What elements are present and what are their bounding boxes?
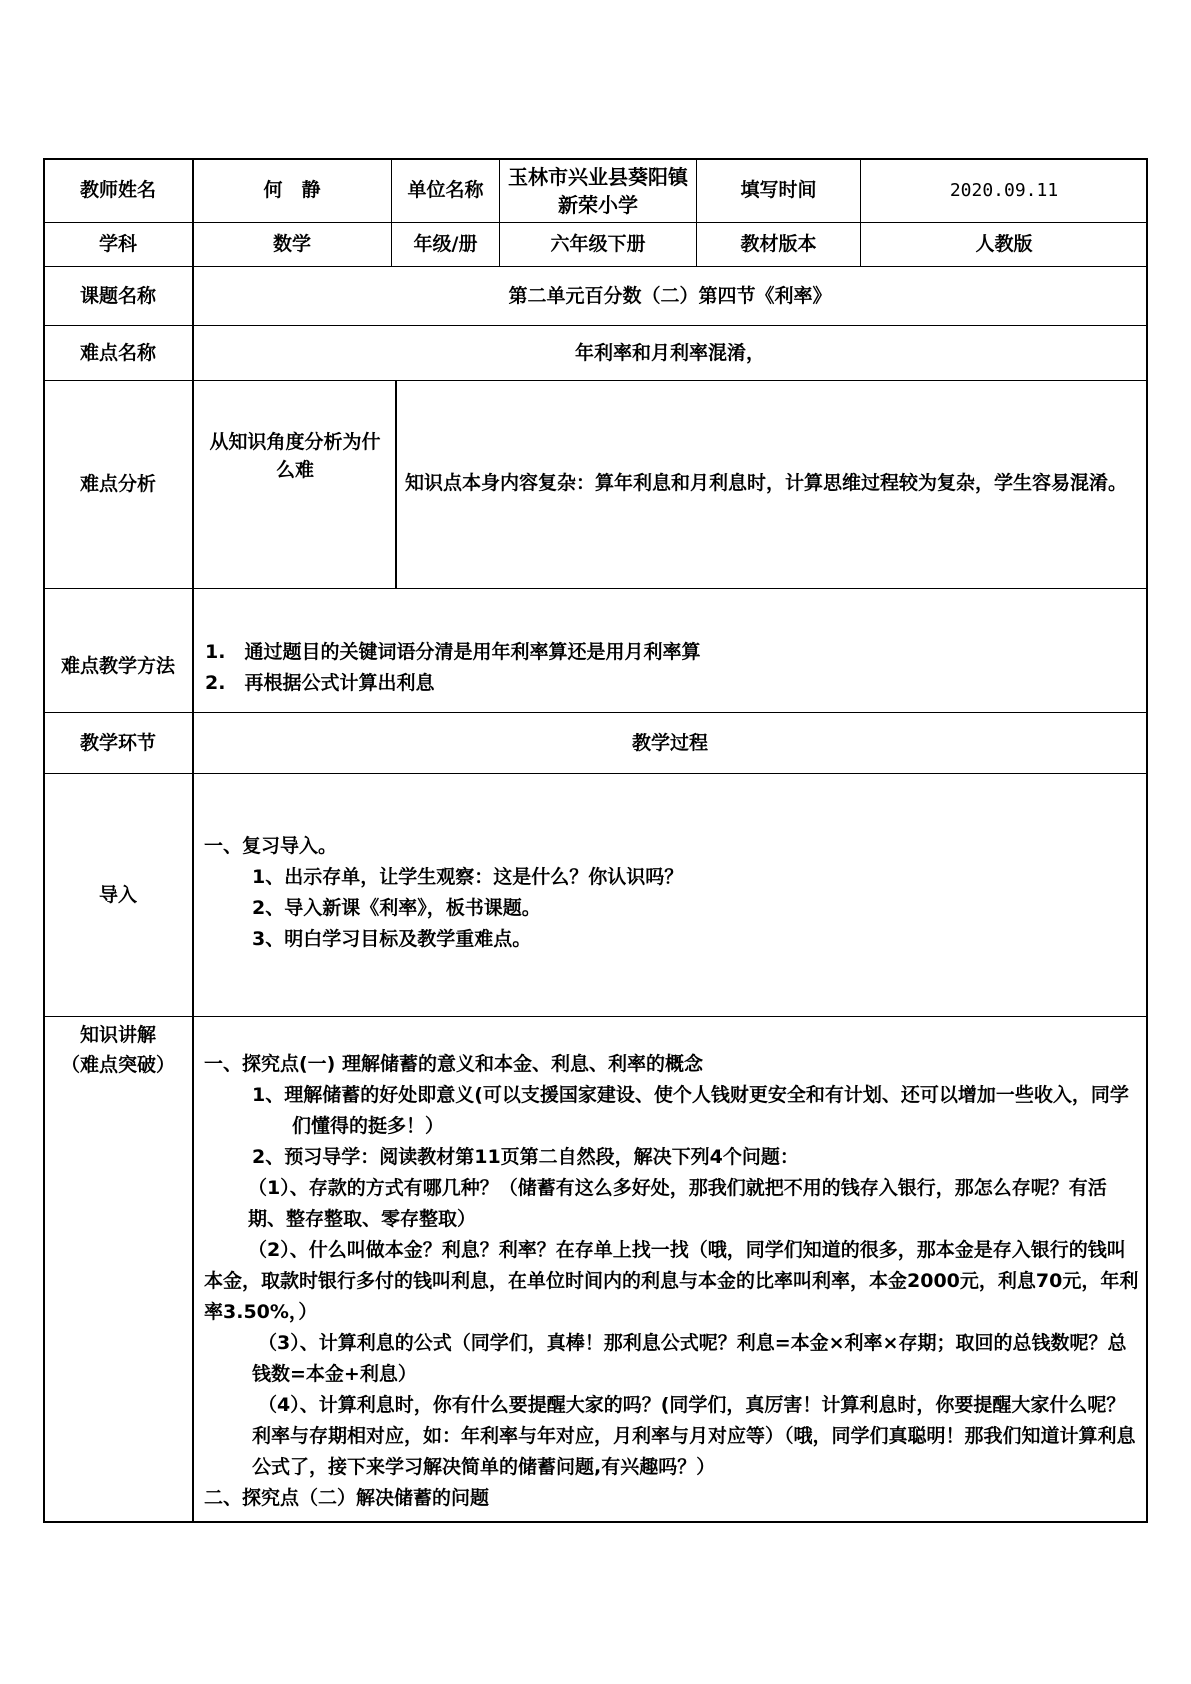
intro-item: 1、出示存单，让学生观察：这是什么？你认识吗？ — [252, 866, 684, 888]
teacher-name-label: 教师姓名 — [79, 179, 156, 202]
knowledge-label-line1: 知识讲解 — [79, 1024, 156, 1046]
teaching-stage-label: 教学环节 — [79, 731, 156, 754]
method-label: 难点教学方法 — [60, 655, 175, 678]
fill-date-value: 2020.09.11 — [949, 179, 1059, 201]
method-item: 1. 通过题目的关键词语分清是用年利率算还是用月利率算 — [205, 641, 701, 663]
question-3: （3）、计算利息的公式（同学们，真棒！那利息公式呢？利息=本金×利率×存期；取回的总钱数呢？总钱数=本金+利息） — [252, 1332, 1127, 1385]
analysis-sub-label: 从知识角度分析为什么难 — [209, 431, 381, 481]
difficulty-label: 难点名称 — [79, 341, 156, 364]
row-divider — [43, 773, 1148, 774]
edition-value: 人教版 — [975, 233, 1033, 256]
knowledge-item: 1、理解储蓄的好处即意义(可以支援国家建设、使个人钱财更安全和有计划、还可以增加一些收入，同学们懂得的挺多！） — [252, 1084, 1129, 1137]
unit-name-label: 单位名称 — [407, 179, 484, 202]
subject-label: 学科 — [98, 233, 137, 256]
grade-value: 六年级下册 — [550, 233, 646, 256]
knowledge-content — [204, 1049, 1144, 1514]
intro-item: 3、明白学习目标及教学重难点。 — [252, 928, 532, 950]
teacher-name-value: 何 静 — [263, 179, 321, 202]
question-1: （1）、存款的方式有哪几种？（储蓄有这么多好处，那我们就把不用的钱存入银行，那怎么存呢？有活期、整存整取、零存整取） — [248, 1177, 1107, 1230]
method-list — [205, 637, 1135, 699]
method-item: 2. 再根据公式计算出利息 — [205, 672, 435, 694]
intro-title: 一、复习导入。 — [204, 835, 338, 857]
difficulty-value: 年利率和月利率混淆， — [574, 341, 765, 364]
edition-label: 教材版本 — [740, 233, 817, 256]
knowledge-label — [44, 1020, 192, 1080]
teaching-process-label: 教学过程 — [631, 731, 708, 754]
intro-label: 导入 — [98, 883, 137, 906]
question-2: （2）、什么叫做本金？利息？利率？在存单上找一找（哦，同学们知道的很多，那本金是存入银行的钱叫本金，取款时银行多付的钱叫利息，在单位时间内的利息与本金的比率叫利率，本金2000元，利息70元，年利率3.50%，） — [204, 1239, 1139, 1323]
intro-item: 2、导入新课《利率》，板书课题。 — [252, 897, 541, 919]
question-4: （4）、计算利息时，你有什么要提醒大家的吗？(同学们，真厉害！计算利息时，你要提醒大家什么呢？利率与存期相对应，如：年利率与年对应，月利率与月对应等）（哦，同学们真聪明！那我们知道计算利息公式了，接下来学习解决简单的储蓄问题,有兴趣吗？） — [252, 1394, 1136, 1478]
row-divider — [43, 1016, 1148, 1017]
analysis-content: 知识点本身内容复杂：算年利息和月利息时，计算思维过程较为复杂，学生容易混淆。 — [405, 472, 1128, 494]
section1-title: 一、探究点(一) 理解储蓄的意义和本金、利息、利率的概念 — [204, 1053, 703, 1075]
knowledge-item: 2、预习导学：阅读教材第11页第二自然段，解决下列4个问题： — [252, 1146, 799, 1168]
topic-value: 第二单元百分数（二）第四节《利率》 — [508, 284, 832, 307]
section2-title: 二、探究点（二）解决储蓄的问题 — [204, 1487, 490, 1509]
intro-content — [204, 831, 1139, 955]
fill-date-label: 填写时间 — [740, 179, 817, 202]
analysis-label: 难点分析 — [79, 473, 156, 496]
knowledge-label-line2: （难点突破） — [60, 1054, 175, 1076]
column-divider — [395, 380, 397, 588]
subject-value: 数学 — [272, 233, 311, 256]
grade-label: 年级/册 — [413, 233, 478, 256]
unit-name-value: 玉林市兴业县葵阳镇新荣小学 — [508, 164, 688, 217]
row-divider — [43, 588, 1148, 589]
topic-label: 课题名称 — [79, 284, 156, 307]
